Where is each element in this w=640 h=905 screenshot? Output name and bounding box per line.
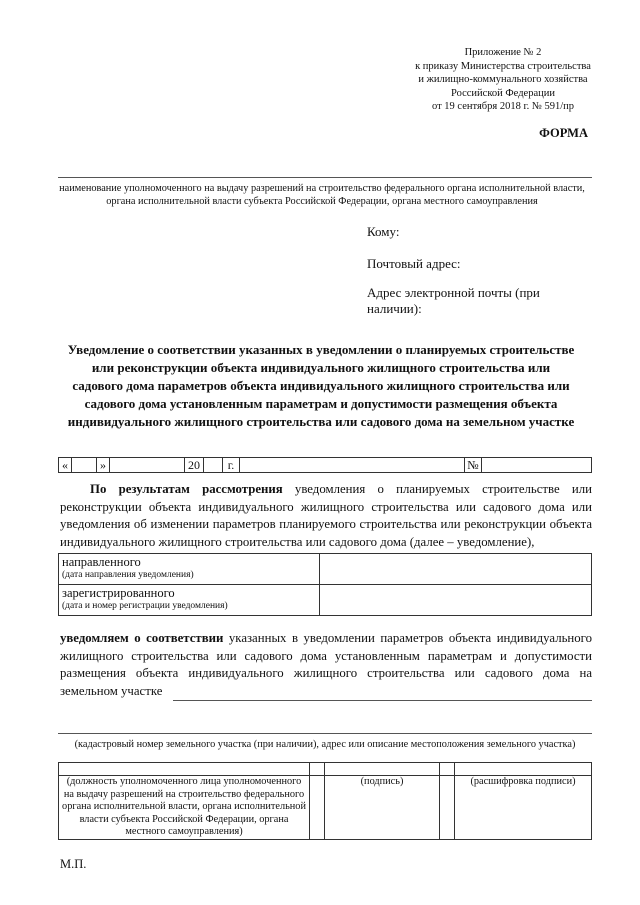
land-plot-field-line-2[interactable] [58,733,592,734]
year-prefix: 20 [185,458,204,473]
recipient-postal-label: Почтовый адрес: [367,256,461,271]
spacer-cell [440,763,455,776]
open-quote: « [59,458,72,473]
paragraph-review-bold: По результатам рассмотрения [90,482,283,496]
stamp-place-label: М.П. [60,857,87,871]
paragraph-review-results [60,481,592,551]
spacer-cell [310,776,325,840]
spacer-cell [240,458,465,473]
info-label-cell [59,585,320,616]
paragraph-compliance [60,630,592,700]
transcript-caption: (расшифровка подписи) [455,776,592,840]
notification-info-table [58,553,592,616]
close-quote: » [97,458,110,473]
form-label: ФОРМА [539,126,588,140]
signature-table [58,762,592,840]
sent-date-field[interactable] [320,554,592,585]
cadastral-caption: (кадастровый номер земельного участка (при наличии), адрес или описание местоположения земельного участка) [74,739,576,750]
sent-sublabel: (дата направления уведомления) [62,570,194,580]
year-field[interactable] [204,458,223,473]
paragraph-compliance-text: указанных в уведомлении параметров объекта индивидуального жилищного строительства или садового дома установленным параметрам и допустимости размещения объекта индивидуального жилищного строительства или садового дома на земельном участке [60,631,592,698]
date-number-row [58,457,592,473]
paragraph-compliance-bold: уведомляем о соответствии [60,631,224,645]
table-row [59,554,592,585]
spacer-cell [440,776,455,840]
authority-caption: наименование уполномоченного на выдачу разрешений на строительство федерального органа исполнительной власти, органа исполнительной власти субъекта Российской Федерации, органа местного самоуправления [59,183,585,207]
registered-label: зарегистрированного [62,586,175,600]
signature-field[interactable] [325,763,440,776]
table-row [59,776,592,840]
appendix-header [380,46,626,114]
number-field[interactable] [482,458,592,473]
authority-name-field[interactable] [58,177,592,178]
registered-sublabel: (дата и номер регистрации уведомления) [62,601,228,611]
appendix-line: к приказу Министерства строительства [415,60,591,72]
transcript-field[interactable] [455,763,592,776]
table-row [59,585,592,616]
info-label-cell [59,554,320,585]
recipient-to-label: Кому: [367,224,400,239]
sent-label: направленного [62,555,141,569]
document-title: Уведомление о соответствии указанных в уведомлении о планируемых строительстве или реконструкции объекта индивидуального жилищного строительства или садового дома параметров объекта индивидуального жилищного строительства или садового дома установленным параметрам и допустимости размещения объекта индивидуального жилищного строительства или садового дома на земельном участке [67,342,575,429]
appendix-line: и жилищно-коммунального хозяйства [418,74,588,86]
land-plot-field-line-1[interactable] [173,700,592,701]
signature-caption: (подпись) [325,776,440,840]
spacer-cell [310,763,325,776]
appendix-line: Российской Федерации [451,87,555,99]
position-field[interactable] [59,763,310,776]
paragraph-review-text: уведомления о планируемых строительстве или реконструкции объекта индивидуального жилищного строительства или садового дома или уведомления об изменении параметров планируемого строительства или реконструкции объекта индивидуального жилищного строительства или садового дома (далее – уведомление), [60,482,592,549]
month-field[interactable] [110,458,185,473]
recipient-email-label: Адрес электронной почты (при наличии): [367,285,540,316]
table-row [59,763,592,776]
appendix-line: Приложение № 2 [464,47,542,58]
position-caption: (должность уполномоченного лица уполномоченного на выдачу разрешений на строительство федерального органа исполнительной власти, органа исполнительной власти субъекта Российской Федерации, органа местного самоуправления) [59,776,310,840]
year-suffix: г. [223,458,240,473]
day-field[interactable] [72,458,97,473]
registered-date-field[interactable] [320,585,592,616]
appendix-line: от 19 сентября 2018 г. № 591/пр [431,101,575,113]
number-sign: № [465,458,482,473]
